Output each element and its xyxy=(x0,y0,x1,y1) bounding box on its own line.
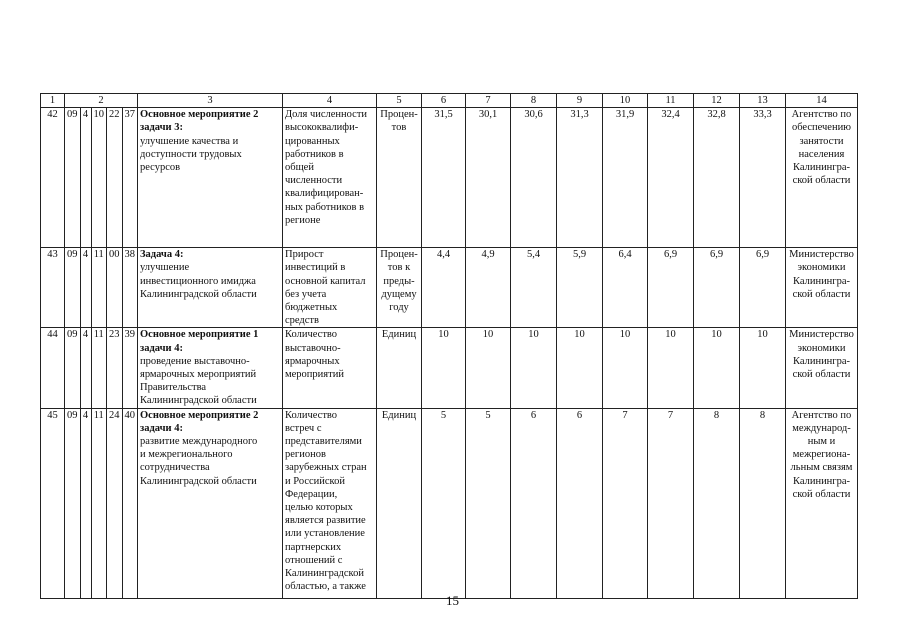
col-header: 11 xyxy=(648,94,694,108)
value-cell: 10 xyxy=(648,328,694,408)
value-cell: 10 xyxy=(603,328,648,408)
code-cell: 11 xyxy=(91,328,107,408)
unit-cell xyxy=(377,248,422,328)
code-cell: 09 xyxy=(65,408,81,598)
code-cell: 39 xyxy=(122,328,138,408)
table-body xyxy=(41,108,858,598)
code-cell: 24 xyxy=(107,408,123,598)
page-number: 15 xyxy=(446,593,459,608)
value-cell: 10 xyxy=(466,328,511,408)
value-cell: 6,9 xyxy=(648,248,694,328)
value-cell: 10 xyxy=(694,328,740,408)
col-header: 3 xyxy=(138,94,283,108)
col-header: 7 xyxy=(466,94,511,108)
indicator-text: Доля численности высококвалифи- цированных работников в общей численности квалифицирован- ных работников в регионе xyxy=(285,109,368,226)
col-header: 10 xyxy=(603,94,648,108)
row-id-cell: 43 xyxy=(41,248,65,328)
activity-cell xyxy=(138,328,283,408)
executor-cell xyxy=(786,108,858,248)
unit-text: Процен- тов xyxy=(380,109,418,134)
indicator-cell xyxy=(283,328,377,408)
code-cell: 10 xyxy=(91,108,107,248)
unit-text: Единиц xyxy=(381,329,417,341)
value-cell: 32,8 xyxy=(694,108,740,248)
activity-title: Основное мероприятие 2 задачи 4: xyxy=(140,409,259,434)
col-header: 6 xyxy=(422,94,466,108)
value-cell: 5,9 xyxy=(557,248,603,328)
code-cell: 40 xyxy=(122,408,138,598)
table-row xyxy=(41,108,858,248)
executor-text: Агентство по обеспечению занятости населения Калинингра- ской области xyxy=(791,109,852,187)
code-cell: 4 xyxy=(80,408,91,598)
code-cell: 23 xyxy=(107,328,123,408)
executor-cell xyxy=(786,248,858,328)
col-header: 9 xyxy=(557,94,603,108)
unit-text: Единиц xyxy=(381,409,417,421)
value-cell: 30,1 xyxy=(466,108,511,248)
value-cell: 6,9 xyxy=(694,248,740,328)
value-cell: 6 xyxy=(557,408,603,598)
col-header: 13 xyxy=(740,94,786,108)
executor-cell xyxy=(786,328,858,408)
table-row xyxy=(41,248,858,328)
unit-text: Процен- тов к преды- дущему году xyxy=(380,249,418,314)
col-header: 1 xyxy=(41,94,65,108)
executor-cell xyxy=(786,408,858,598)
col-header: 4 xyxy=(283,94,377,108)
code-cell: 4 xyxy=(80,328,91,408)
activity-title: Основное мероприятие 1 задачи 4: xyxy=(140,329,259,354)
code-cell: 37 xyxy=(122,108,138,248)
activity-description: развитие международного и межрегионального сотрудничества Калининградской области xyxy=(140,436,258,487)
value-cell: 8 xyxy=(694,408,740,598)
code-cell: 09 xyxy=(65,108,81,248)
value-cell: 10 xyxy=(557,328,603,408)
col-header: 8 xyxy=(511,94,557,108)
value-cell: 8 xyxy=(740,408,786,598)
value-cell: 6,9 xyxy=(740,248,786,328)
value-cell: 10 xyxy=(511,328,557,408)
code-cell: 22 xyxy=(107,108,123,248)
activity-description: проведение выставочно- ярмарочных мероприятий Правительства Калининградской области xyxy=(140,355,257,407)
indicator-text: Прирост инвестиций в основной капитал без учета бюджетных средств xyxy=(285,249,366,327)
code-cell: 11 xyxy=(91,248,107,328)
value-cell: 31,3 xyxy=(557,108,603,248)
value-cell: 5 xyxy=(466,408,511,598)
col-header: 5 xyxy=(377,94,422,108)
value-cell: 7 xyxy=(648,408,694,598)
indicator-text: Количество выставочно- ярмарочных мероприятий xyxy=(285,329,344,381)
activity-description: улучшение качества и доступности трудовых ресурсов xyxy=(140,135,242,174)
value-cell: 10 xyxy=(740,328,786,408)
code-cell: 11 xyxy=(91,408,107,598)
value-cell: 10 xyxy=(422,328,466,408)
indicator-cell xyxy=(283,408,377,598)
value-cell: 31,9 xyxy=(603,108,648,248)
value-cell: 4,4 xyxy=(422,248,466,328)
col-header: 14 xyxy=(786,94,858,108)
code-cell: 4 xyxy=(80,108,91,248)
code-cell: 00 xyxy=(107,248,123,328)
code-cell: 4 xyxy=(80,248,91,328)
activity-title: Задача 4: xyxy=(140,249,184,261)
activity-description: улучшение инвестиционного имиджа Калининградской области xyxy=(140,262,257,300)
unit-cell xyxy=(377,108,422,248)
value-cell: 7 xyxy=(603,408,648,598)
program-indicators-table xyxy=(40,93,858,599)
value-cell: 31,5 xyxy=(422,108,466,248)
code-cell: 09 xyxy=(65,328,81,408)
activity-cell xyxy=(138,248,283,328)
unit-cell xyxy=(377,328,422,408)
row-id-cell: 45 xyxy=(41,408,65,598)
indicator-cell xyxy=(283,108,377,248)
activity-cell xyxy=(138,408,283,598)
value-cell: 6 xyxy=(511,408,557,598)
executor-text: Агентство по международ- ным и межрегиона- льным связям Калинингра- ской области xyxy=(790,409,853,500)
row-id-cell: 44 xyxy=(41,328,65,408)
row-id-cell: 42 xyxy=(41,108,65,248)
col-header: 12 xyxy=(694,94,740,108)
value-cell: 6,4 xyxy=(603,248,648,328)
indicator-text: Количество встреч с представителями регионов зарубежных стран и Российской Федерации, целью которых является развитие или установление партнерских отношений с Калининградской областью, а также xyxy=(285,409,367,593)
activity-title: Основное мероприятие 2 задачи 3: xyxy=(140,109,259,134)
code-cell: 38 xyxy=(122,248,138,328)
executor-text: Министерство экономики Калинингра- ской области xyxy=(789,329,854,381)
code-cell: 09 xyxy=(65,248,81,328)
value-cell: 30,6 xyxy=(511,108,557,248)
executor-text: Министерство экономики Калинингра- ской области xyxy=(789,249,854,300)
value-cell: 32,4 xyxy=(648,108,694,248)
value-cell: 4,9 xyxy=(466,248,511,328)
indicator-cell xyxy=(283,248,377,328)
col-header: 2 xyxy=(65,94,138,108)
value-cell: 5 xyxy=(422,408,466,598)
table-row xyxy=(41,328,858,408)
activity-cell xyxy=(138,108,283,248)
column-number-row xyxy=(41,94,858,108)
value-cell: 33,3 xyxy=(740,108,786,248)
value-cell: 5,4 xyxy=(511,248,557,328)
table-row xyxy=(41,408,858,598)
unit-cell xyxy=(377,408,422,598)
